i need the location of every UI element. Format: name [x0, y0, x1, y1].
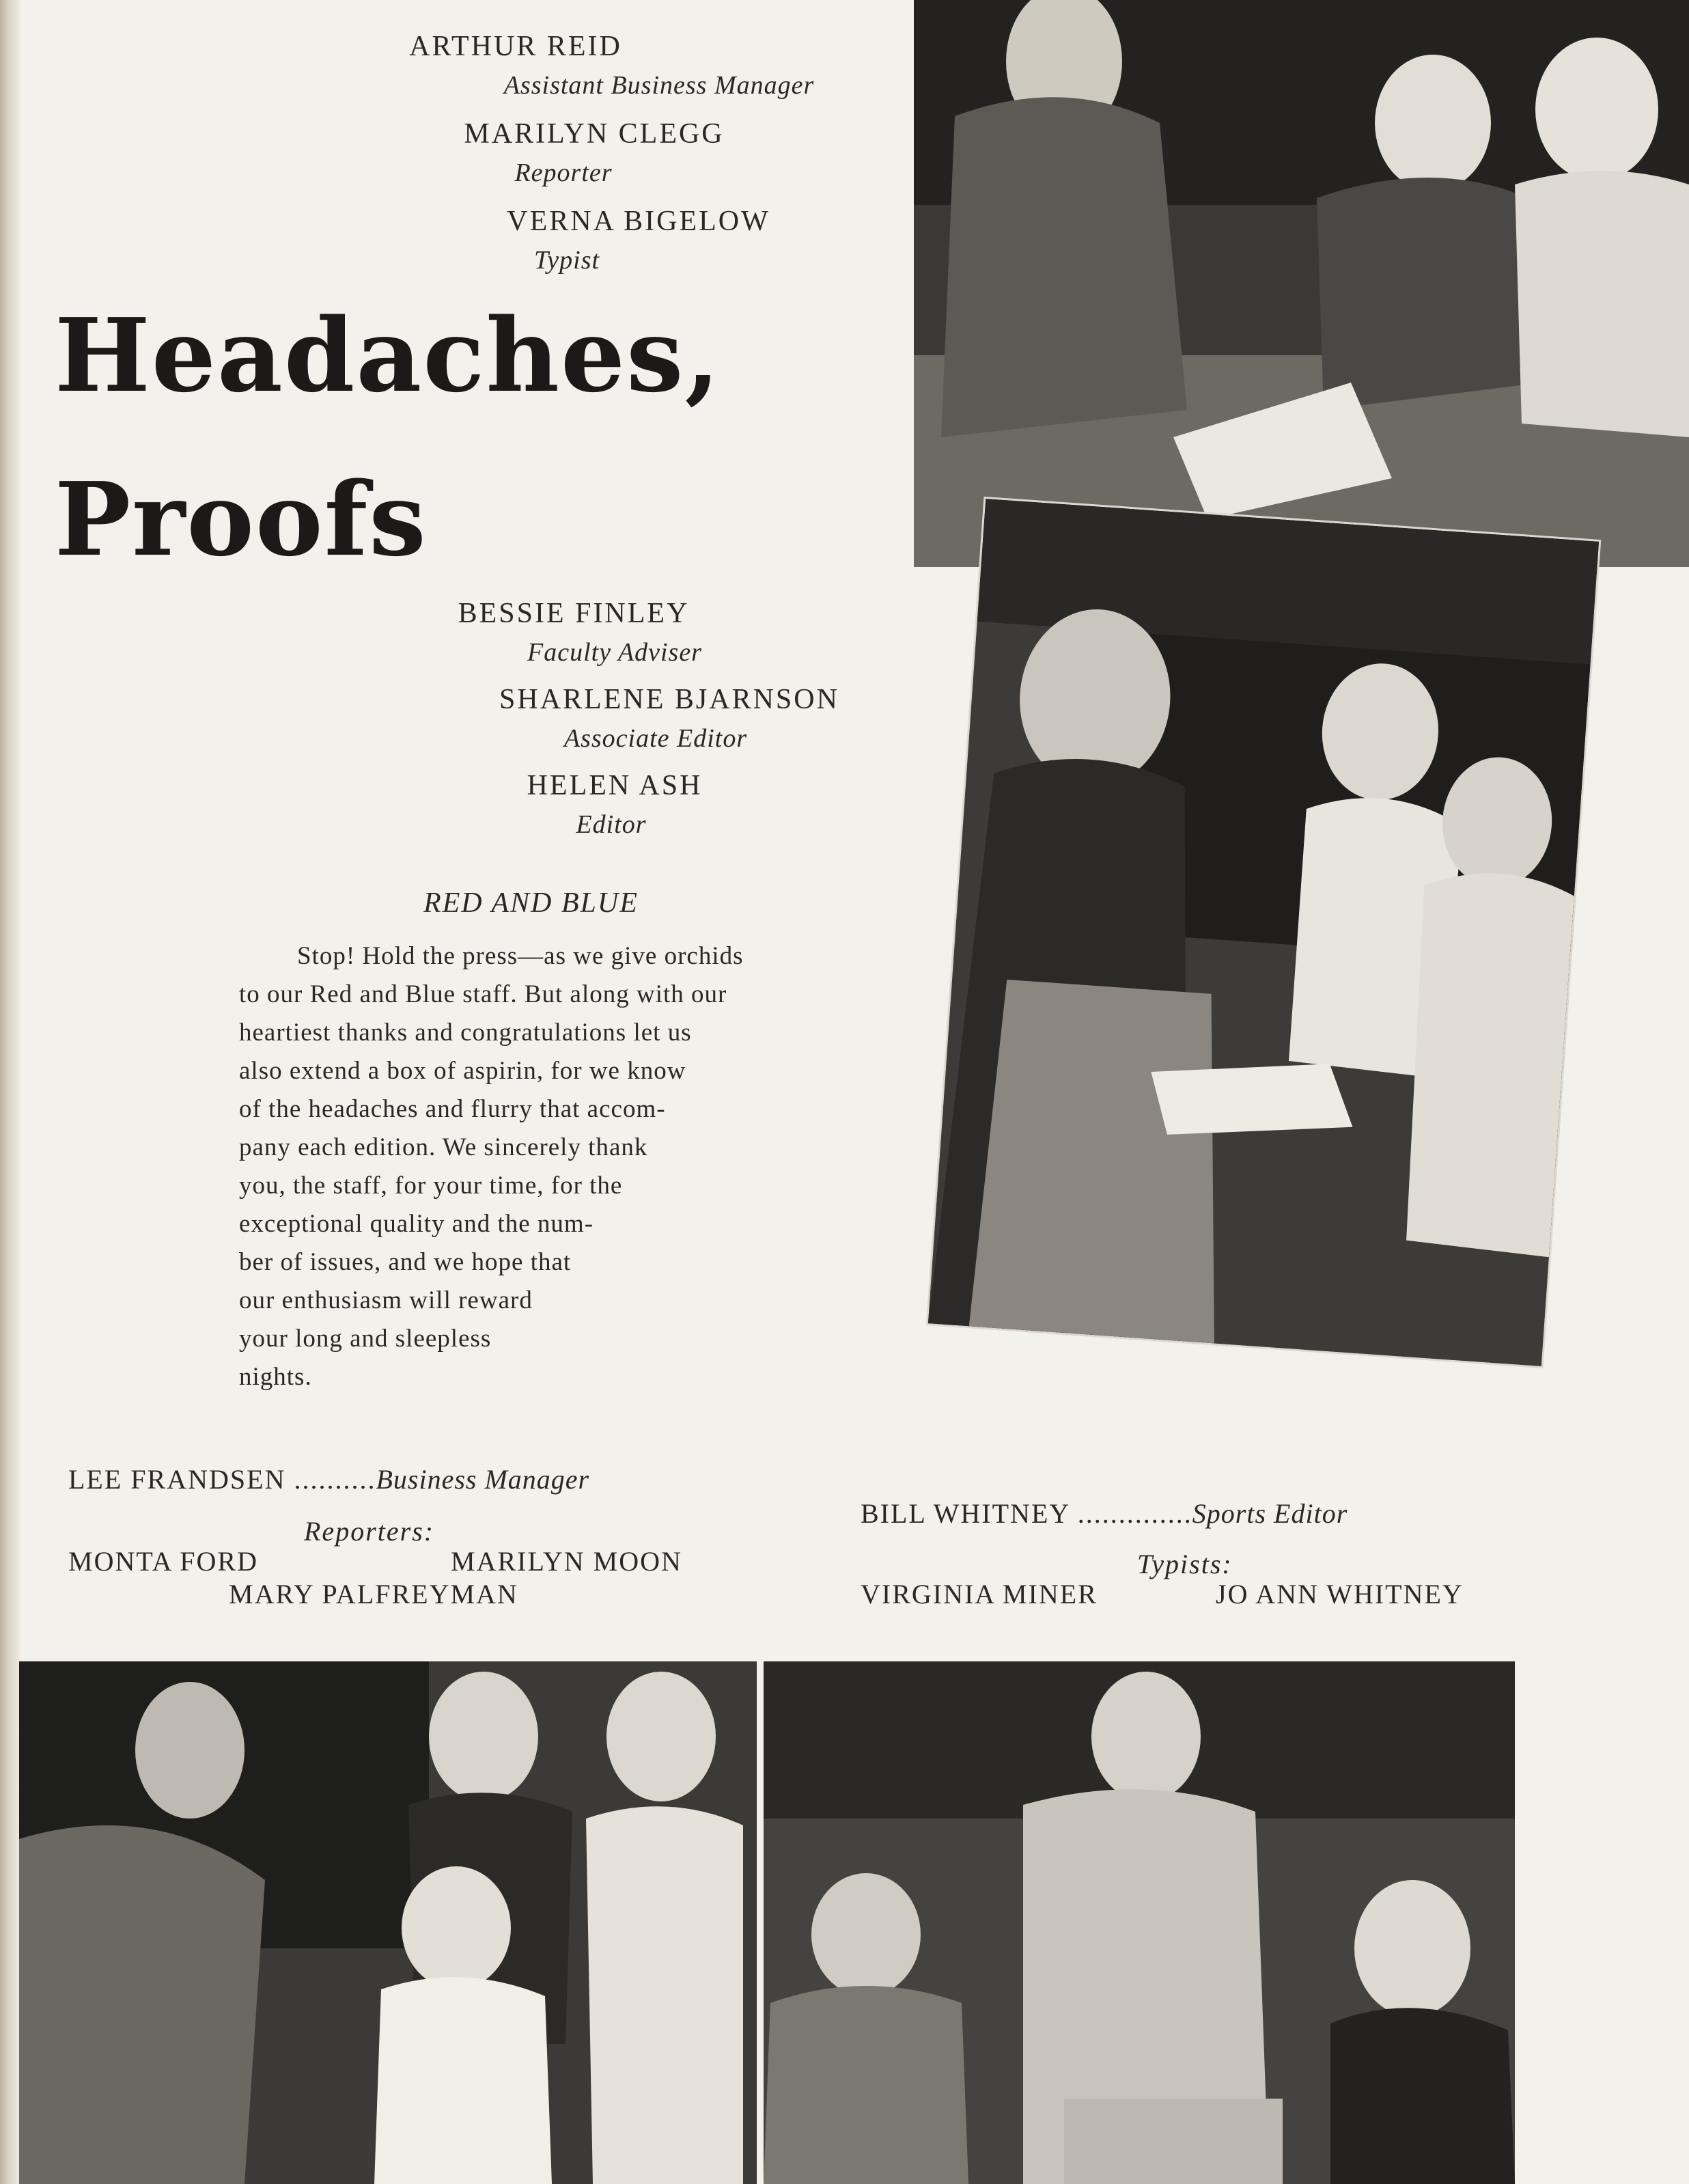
reporter-name: MARILYN MOON	[451, 1546, 682, 1577]
dot-leader: ..............	[1077, 1498, 1192, 1529]
staff-entry-arthur-reid	[403, 27, 628, 66]
typist-name: JO ANN WHITNEY	[1216, 1579, 1464, 1609]
article-line: also extend a box of aspirin, for we know	[239, 1057, 686, 1085]
business-manager-role: Business Manager	[376, 1464, 590, 1495]
staff-role-marilyn-clegg	[478, 156, 649, 190]
business-manager-name: LEE FRANDSEN	[68, 1464, 286, 1495]
reporter-name: MONTA FORD	[68, 1546, 258, 1577]
staff-role-arthur-reid	[464, 68, 854, 102]
staff-role-sharlene-bjarnson	[533, 721, 779, 756]
photo-typists	[764, 1661, 1515, 2184]
photo-staff-group-top	[914, 0, 1689, 567]
staff-name: ARTHUR REID	[409, 31, 622, 62]
reporters-label: Reporters:	[304, 1516, 435, 1547]
article-line: of the headaches and flurry that accom-	[239, 1095, 666, 1123]
staff-entry-sharlene-bjarnson	[478, 680, 861, 719]
staff-role-helen-ash	[553, 807, 669, 842]
reporter-name: MARY PALFREYMAN	[229, 1579, 518, 1609]
article-line: exceptional quality and the num-	[239, 1210, 594, 1238]
page-binding-edge	[0, 0, 20, 2184]
article-line: nights.	[239, 1363, 312, 1391]
staff-role: Reporter	[514, 158, 613, 187]
staff-entry-helen-ash	[505, 766, 724, 805]
typist-name: VIRGINIA MINER	[861, 1579, 1098, 1609]
staff-entry-verna-bigelow	[464, 202, 813, 240]
article-line: you, the staff, for your time, for the	[239, 1172, 623, 1200]
article-line: Stop! Hold the press—as we give orchids	[297, 942, 744, 970]
staff-role: Faculty Adviser	[527, 638, 702, 667]
staff-role-bessie-finley	[499, 635, 731, 669]
staff-entry-bessie-finley	[437, 594, 710, 633]
article-line: ber of issues, and we hope that	[239, 1248, 572, 1276]
article-line: pany each edition. We sincerely thank	[239, 1133, 648, 1161]
typists-label: Typists:	[1137, 1549, 1233, 1579]
staff-role: Typist	[533, 246, 600, 275]
staff-name: VERNA BIGELOW	[507, 206, 770, 237]
page-title-line-2: Proofs	[55, 460, 428, 579]
photo-reporters	[19, 1661, 757, 2184]
article-heading: RED AND BLUE	[423, 887, 639, 919]
article-line: our enthusiasm will reward	[239, 1286, 533, 1314]
staff-name: BESSIE FINLEY	[458, 598, 690, 629]
article-line: your long and sleepless	[239, 1325, 492, 1353]
sports-editor-role: Sports Editor	[1192, 1498, 1348, 1529]
article-line: to our Red and Blue staff. But along with our	[239, 980, 727, 1008]
staff-name: HELEN ASH	[527, 770, 703, 801]
staff-name: SHARLENE BJARNSON	[499, 684, 839, 715]
staff-role: Editor	[576, 810, 647, 839]
staff-name: MARILYN CLEGG	[464, 118, 725, 150]
staff-role: Assistant Business Manager	[503, 71, 815, 100]
sports-editor-name: BILL WHITNEY	[861, 1498, 1070, 1529]
photo-faculty-adviser	[928, 499, 1599, 1366]
business-manager-credit	[68, 1463, 589, 1495]
sports-editor-credit	[861, 1497, 1348, 1530]
article-line: heartiest thanks and congratulations let us	[239, 1019, 692, 1047]
page-title-line-1: Headaches,	[55, 296, 722, 415]
staff-role: Associate Editor	[563, 724, 748, 753]
staff-entry-marilyn-clegg	[430, 115, 758, 153]
dot-leader: ..........	[294, 1464, 376, 1495]
staff-role-verna-bigelow	[492, 243, 642, 277]
